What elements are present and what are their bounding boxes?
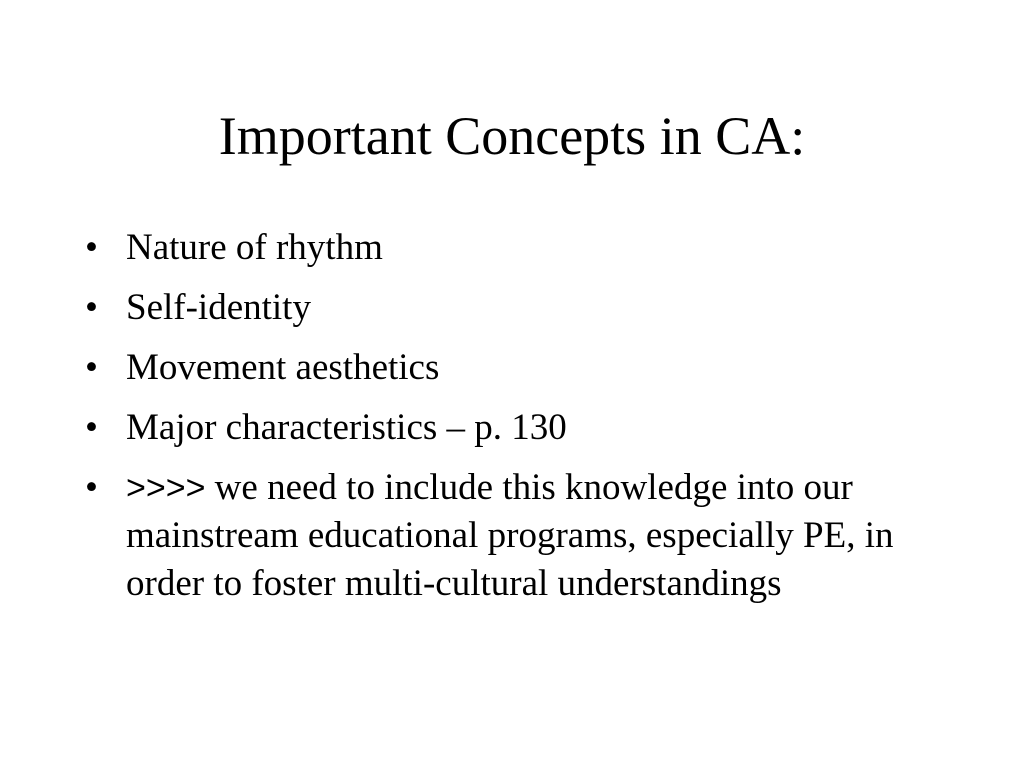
bullet-text: Self-identity xyxy=(126,287,311,328)
bullet-text: Major characteristics – p. 130 xyxy=(126,407,567,448)
slide-title: Important Concepts in CA: xyxy=(218,106,806,166)
bullet-item-movement-aesthetics xyxy=(80,344,940,392)
bullet-dot-icon: • xyxy=(85,287,98,328)
bullet-dot-icon: • xyxy=(85,467,98,508)
bullet-item-nature-of-rhythm xyxy=(80,224,940,272)
bullet-text: Movement aesthetics xyxy=(126,347,440,388)
bullet-text-body: we need to include this knowledge into our mainstream educational programs, especially PE, in order to foster multi-cultural understandings xyxy=(126,467,894,604)
bullet-item-self-identity xyxy=(80,284,940,332)
bullet-list xyxy=(80,224,940,620)
bullet-item-mainstream-education xyxy=(80,464,940,608)
bullet-text xyxy=(126,467,894,604)
bullet-dot-icon: • xyxy=(85,347,98,388)
bullet-text: Nature of rhythm xyxy=(126,227,383,268)
bullet-dot-icon: • xyxy=(85,407,98,448)
bullet-dot-icon: • xyxy=(85,227,98,268)
bullet-item-major-characteristics xyxy=(80,404,940,452)
arrow-mark: >>>> xyxy=(126,469,206,507)
